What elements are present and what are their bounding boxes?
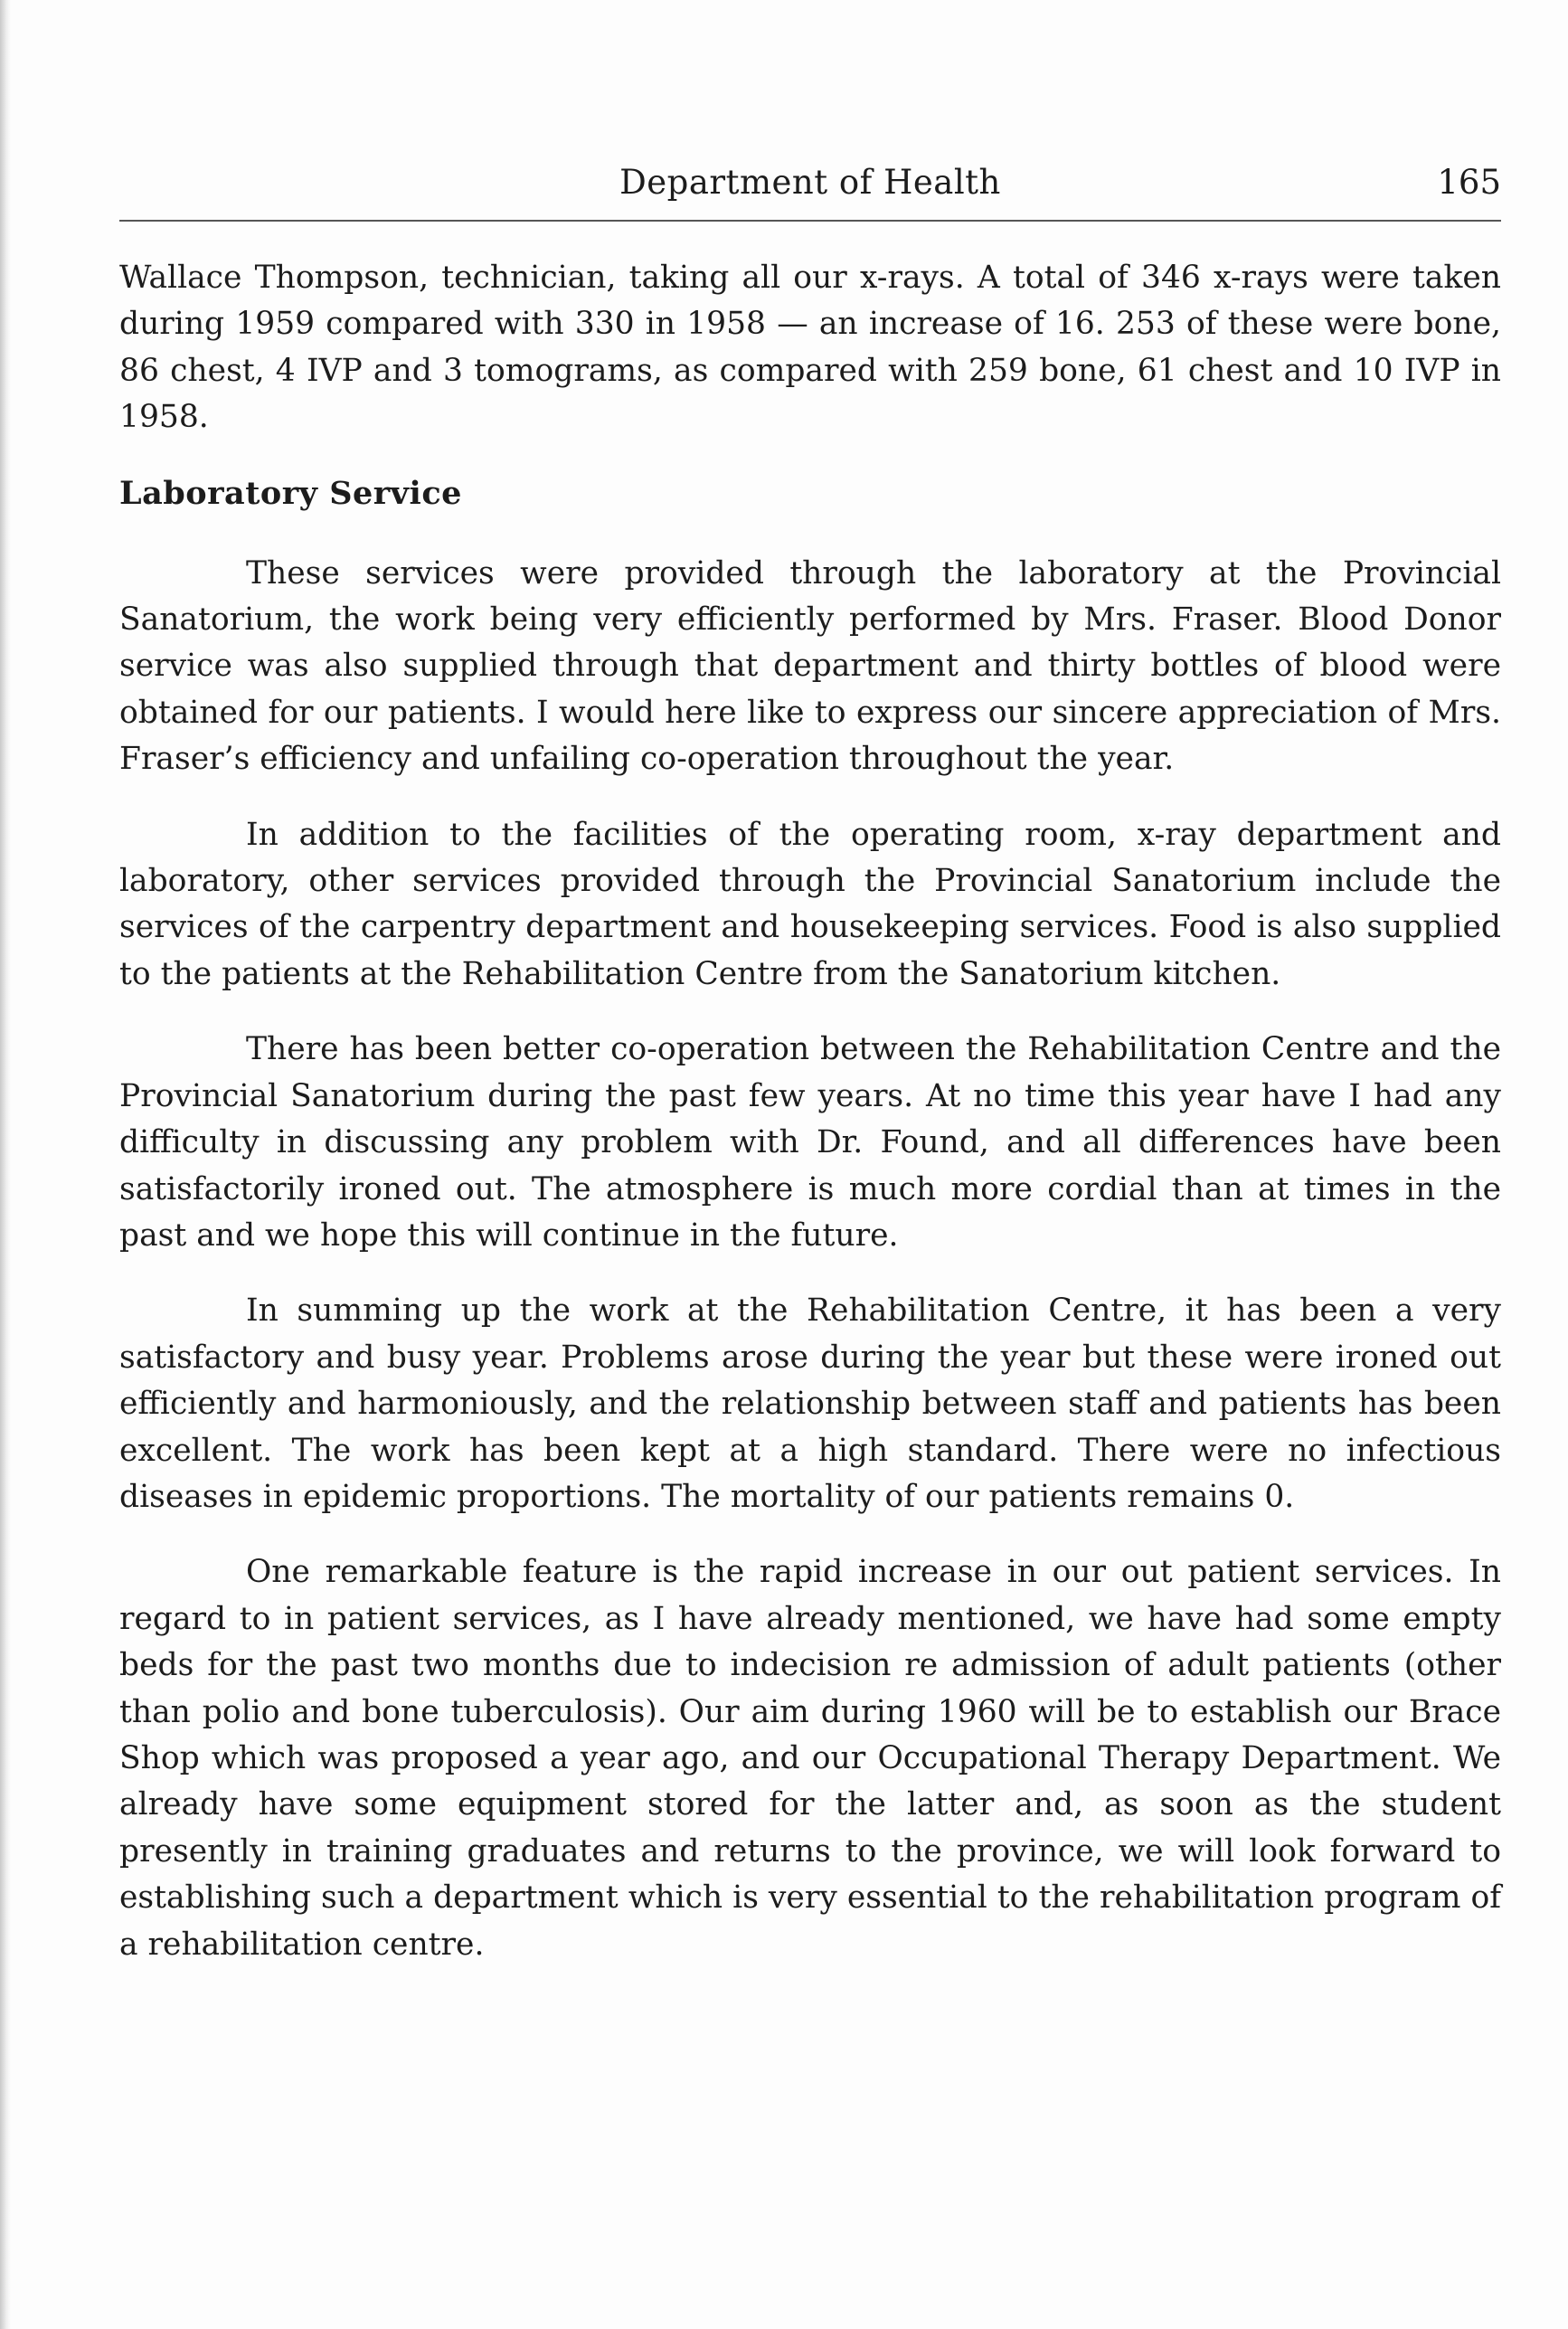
continuation-paragraph: Wallace Thompson, technician, taking all our x-rays. A total of 346 x-rays were taken during 1959 compared with 330 in 1958 — an increase of 16. 253 of these were bone, 86 chest, 4 IVP and 3 tomograms, as compared with 259 bone, 61 chest and 10 IVP in 1958.: [119, 260, 1501, 436]
header-rule: [119, 220, 1501, 222]
paragraph-outpatient: One remarkable feature is the rapid increase in our out patient services. In regard to in patient services, as I have already mentioned, we have had some empty beds for the past two months due to indecision re admission of adult patients (other than polio and bone tuberculosis). Our aim during 1960 will be to establish our Brace Shop which was proposed a year ago, and our Occupational Therapy Department. We already have some equipment stored for the latter and, as soon as the student presently in training graduates and returns to the province, we will look forward to establishing such a department which is very essential to the rehabilitation program of a rehabilitation centre.: [119, 1554, 1501, 1963]
paragraph-summary: In summing up the work at the Rehabilitation Centre, it has been a very satisfactory and busy year. Problems arose during the year but these were ironed out efficiently and harmoniously, and the relationship between staff and patients has been excellent. The work has been kept at a high standard. There were no infectious diseases in epidemic proportions. The mortality of our patients remains 0.: [119, 1292, 1501, 1515]
running-header: [119, 156, 1501, 210]
page-number: 165: [1437, 163, 1501, 202]
body-text: [119, 255, 1501, 1997]
paragraph-laboratory: These services were provided through the laboratory at the Provincial Sanatorium, the work being very efficiently performed by Mrs. Fraser. Blood Donor service was also supplied through that department and thirty bottles of blood were obtained for our patients. I would here like to express our sincere appreciation of Mrs. Fraser’s efficiency and unfailing co-operation throughout the year.: [119, 554, 1501, 778]
paragraph-cooperation: There has been better co-operation between the Rehabilitation Centre and the Provincial Sanatorium during the past few years. At no time this year have I had any difficulty in discussing any problem with Dr. Found, and all differences have been satisfactorily ironed out. The atmosphere is much more cordial than at times in the past and we hope this will continue in the future.: [119, 1031, 1501, 1254]
section-heading: Laboratory Service: [119, 474, 462, 512]
page-binding-edge: [0, 0, 11, 2329]
paragraph-other-services: In addition to the facilities of the operating room, x-ray department and laboratory, other services provided through the Provincial Sanatorium include the services of the carpentry department and housekeeping services. Food is also supplied to the patients at the Rehabilitation Centre from the Sanatorium kitchen.: [119, 816, 1501, 992]
header-title: Department of Health: [619, 163, 1001, 202]
